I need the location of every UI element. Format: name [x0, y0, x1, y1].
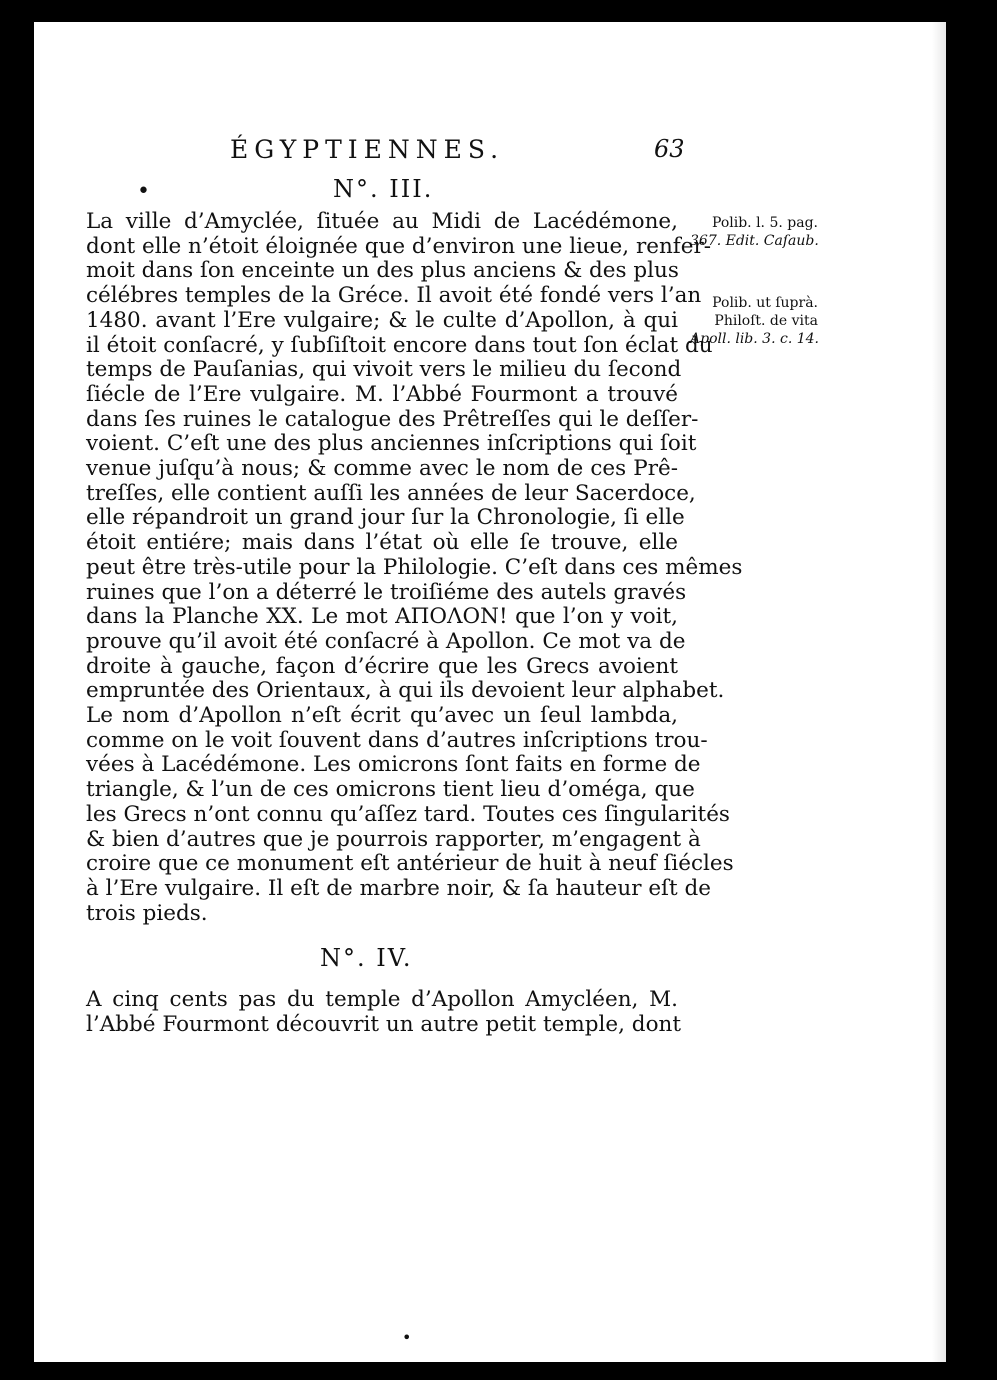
text-line: vées à Lacédémone. Les omicrons ſont faits en forme de	[86, 752, 701, 778]
text-line: comme on le voit ſouvent dans d’autres inſcriptions trou-	[86, 727, 708, 753]
text-line: elle répandroit un grand jour ſur la Chronologie, ſi elle	[86, 505, 685, 531]
text-line: dans ſes ruines le catalogue des Prêtreſſes qui le deſſer-	[86, 406, 699, 432]
page-number: 63	[654, 135, 685, 163]
text-line: moit dans ſon enceinte un des plus anciens & des plus	[86, 258, 679, 284]
text-line: prouve qu’il avoit été conſacré à Apollon. Ce mot va de	[86, 628, 686, 654]
section-heading-iii: N°. III.	[333, 175, 434, 203]
text-line: treſſes, elle contient auſſi les années de leur Sacerdoce,	[86, 480, 696, 506]
text-line: temps de Pauſanias, qui vivoit vers le milieu du ſecond	[86, 357, 682, 383]
text-line: ruines que l’on a déterré le troiſiéme des autels gravés	[86, 579, 687, 605]
running-title: ÉGYPTIENNES.	[230, 135, 505, 164]
text-line: à l’Ere vulgaire. Il eſt de marbre noir, & ſa hauteur eſt de	[86, 875, 711, 901]
text-line: empruntée des Orientaux, à qui ils devoient leur alphabet.	[86, 678, 725, 704]
text-line: étoit entiére; mais dans l’état où elle ſe trouve, elle	[86, 530, 678, 556]
page-edge-shadow	[932, 22, 946, 1362]
margin-note-line: Philoſt. de vita	[714, 313, 818, 329]
text-line: triangle, & l’un de ces omicrons tient lieu d’oméga, que	[86, 777, 695, 803]
ornament-dot: •	[137, 179, 150, 204]
text-line: croire que ce monument eſt antérieur de huit à neuf ſiécles	[86, 851, 734, 877]
text-line: célébres temples de la Gréce. Il avoit été fondé vers l’an	[86, 283, 702, 309]
margin-note-line: Polib. ut ſuprà.	[712, 295, 818, 311]
footer-mark: •	[402, 1328, 412, 1347]
text-line: trois pieds.	[86, 900, 208, 926]
margin-note-philostratus	[690, 294, 818, 348]
margin-note-line: 367. Edit. Caſaub.	[690, 233, 819, 249]
text-line: A cinq cents pas du temple d’Apollon Amycléen, M.	[86, 987, 678, 1012]
margin-note-polybius	[690, 214, 818, 250]
text-line: peut être très-utile pour la Philologie. C’eſt dans ces mêmes	[86, 554, 743, 580]
section-iv-paragraph	[86, 987, 681, 1037]
text-line: ſiécle de l’Ere vulgaire. M. l’Abbé Fourmont a trouvé	[86, 381, 678, 407]
text-line: Le nom d’Apollon n’eſt écrit qu’avec un ſeul lambda,	[86, 703, 678, 729]
text-line: dans la Planche XX. Le mot ΑΠΟΛΟΝ! que l’on y voit,	[86, 604, 678, 630]
text-line: l’Abbé Fourmont découvrit un autre petit temple, dont	[86, 1011, 681, 1037]
text-line: La ville d’Amyclée, ſituée au Midi de Lacédémone,	[86, 209, 678, 234]
text-line: dont elle n’étoit éloignée que d’environ une lieue, renfer-	[86, 233, 712, 259]
text-line: 1480. avant l’Ere vulgaire; & le culte d’Apollon, à qui	[86, 307, 678, 333]
text-line: droite à gauche, façon d’écrire que les Grecs avoient	[86, 653, 678, 679]
margin-note-line: Apoll. lib. 3. c. 14.	[690, 331, 819, 347]
text-line: & bien d’autres que je pourrois rapporter, m’engagent à	[86, 826, 701, 852]
text-line: les Grecs n’ont connu qu’aſſez tard. Toutes ces ſingularités	[86, 801, 730, 827]
text-line: il étoit conſacré, y ſubſiſtoit encore dans tout ſon éclat du	[86, 332, 713, 358]
section-iii-paragraph	[86, 209, 743, 926]
margin-note-line: Polib. l. 5. pag.	[711, 215, 818, 231]
text-line: venue juſqu’à nous; & comme avec le nom de ces Prê-	[86, 456, 678, 482]
text-line: voient. C’eſt une des plus anciennes inſcriptions qui ſoit	[86, 431, 697, 457]
section-heading-iv: N°. IV.	[320, 944, 413, 972]
